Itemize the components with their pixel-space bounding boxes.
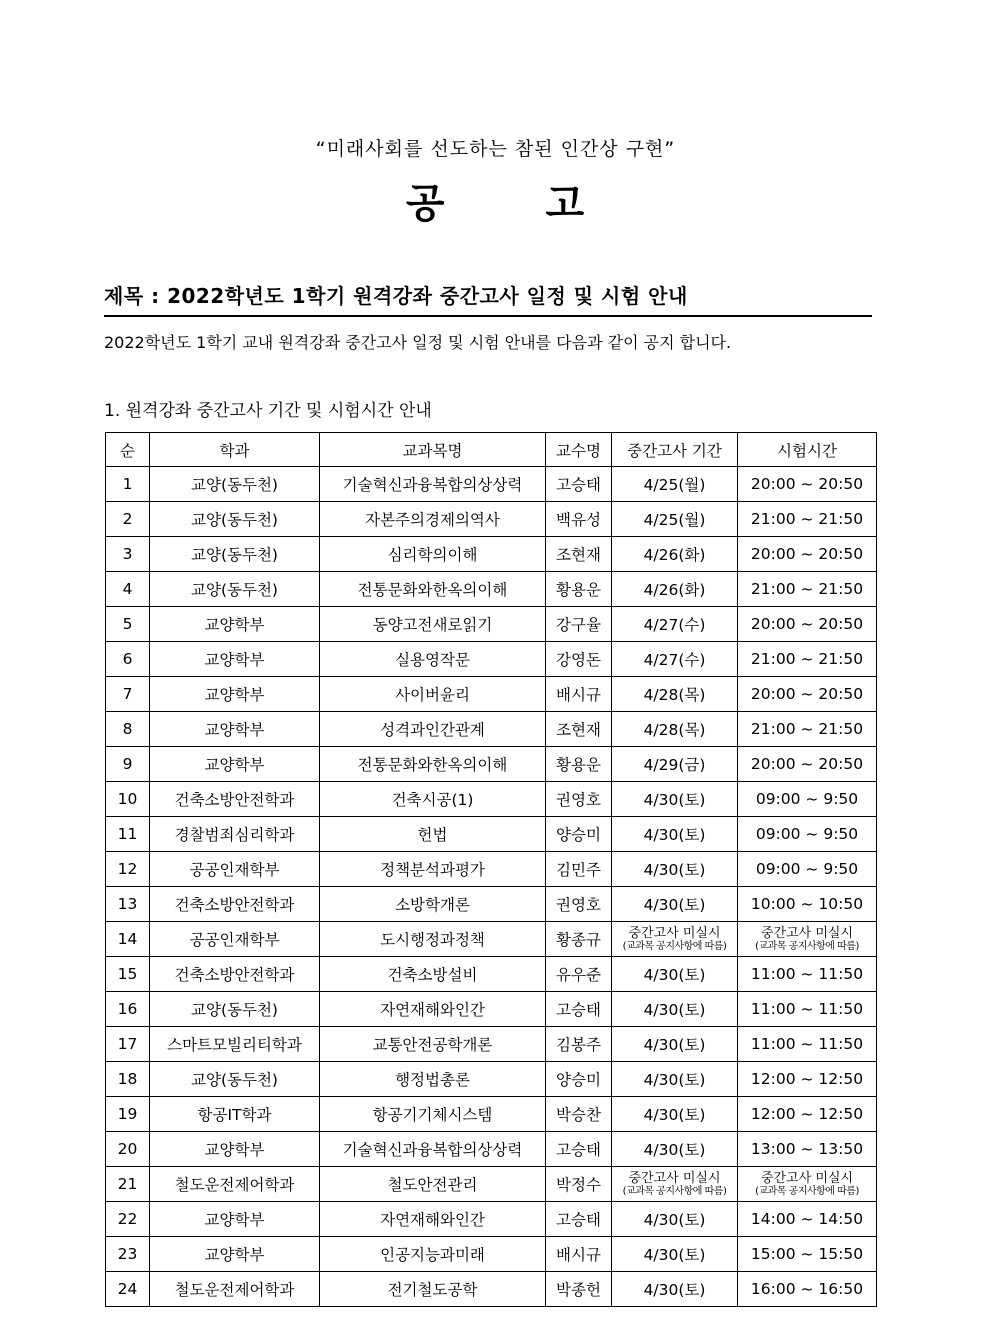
cell-no: 6: [106, 642, 150, 677]
cell-no: 17: [106, 1027, 150, 1062]
cell-course: 항공기기체시스템: [320, 1097, 546, 1132]
cell-time: [738, 922, 877, 957]
table-row: [106, 1027, 877, 1062]
table-row: [106, 922, 877, 957]
exam-note-text: (교과목 공지사항에 따름): [755, 940, 859, 952]
cell-dept: 교양학부: [150, 712, 320, 747]
cell-prof: 박종헌: [546, 1272, 612, 1307]
cell-date: 4/27(수): [612, 607, 738, 642]
cell-time: 21:00 ~ 21:50: [738, 642, 877, 677]
table-row: [106, 817, 877, 852]
cell-date: 4/29(금): [612, 747, 738, 782]
cell-prof: 박정수: [546, 1167, 612, 1202]
cell-time: 20:00 ~ 20:50: [738, 747, 877, 782]
cell-course: 심리학의이해: [320, 537, 546, 572]
cell-date: 4/30(토): [612, 1027, 738, 1062]
cell-course: 사이버윤리: [320, 677, 546, 712]
cell-time: 16:00 ~ 16:50: [738, 1272, 877, 1307]
cell-date: 4/30(토): [612, 1132, 738, 1167]
cell-prof: 조현재: [546, 712, 612, 747]
header-prof: 교수명: [546, 433, 612, 467]
cell-prof: 황용운: [546, 747, 612, 782]
table-row: [106, 1202, 877, 1237]
cell-course: 자연재해와인간: [320, 992, 546, 1027]
section-title: 1. 원격강좌 중간고사 기간 및 시험시간 안내: [104, 401, 432, 421]
header-time: 시험시간: [738, 433, 877, 467]
table-row: [106, 1272, 877, 1307]
cell-prof: 강영돈: [546, 642, 612, 677]
cell-no: 19: [106, 1097, 150, 1132]
cell-dept: 철도운전제어학과: [150, 1167, 320, 1202]
cell-course: 전통문화와한옥의이해: [320, 747, 546, 782]
cell-date: 4/30(토): [612, 1062, 738, 1097]
table-row: [106, 957, 877, 992]
cell-no: 9: [106, 747, 150, 782]
cell-date: 4/30(토): [612, 817, 738, 852]
heading-char-2: 고: [545, 181, 586, 227]
cell-prof: 양승미: [546, 817, 612, 852]
cell-dept: 교양(동두천): [150, 992, 320, 1027]
table-row: [106, 677, 877, 712]
table-row: [106, 537, 877, 572]
cell-no: 14: [106, 922, 150, 957]
cell-prof: 김봉주: [546, 1027, 612, 1062]
cell-no: 23: [106, 1237, 150, 1272]
heading-char-1: 공: [405, 181, 446, 227]
cell-course: 행정법총론: [320, 1062, 546, 1097]
table-row: [106, 992, 877, 1027]
table-row: [106, 467, 877, 502]
cell-time: 14:00 ~ 14:50: [738, 1202, 877, 1237]
cell-date: 4/30(토): [612, 852, 738, 887]
cell-course: 전통문화와한옥의이해: [320, 572, 546, 607]
cell-dept: 교양학부: [150, 1132, 320, 1167]
cell-course: 성격과인간관계: [320, 712, 546, 747]
cell-no: 21: [106, 1167, 150, 1202]
table-row: [106, 887, 877, 922]
cell-dept: 교양(동두천): [150, 537, 320, 572]
cell-no: 24: [106, 1272, 150, 1307]
cell-prof: 고승태: [546, 1202, 612, 1237]
cell-dept: 항공IT학과: [150, 1097, 320, 1132]
cell-course: 철도안전관리: [320, 1167, 546, 1202]
cell-no: 1: [106, 467, 150, 502]
cell-prof: 조현재: [546, 537, 612, 572]
cell-no: 18: [106, 1062, 150, 1097]
cell-prof: 배시규: [546, 677, 612, 712]
cell-prof: 황용운: [546, 572, 612, 607]
cell-date: 4/27(수): [612, 642, 738, 677]
table-row: [106, 502, 877, 537]
cell-date: 4/26(화): [612, 537, 738, 572]
table-row: [106, 1132, 877, 1167]
cell-course: 건축시공(1): [320, 782, 546, 817]
cell-no: 10: [106, 782, 150, 817]
cell-dept: 교양학부: [150, 607, 320, 642]
cell-course: 전기철도공학: [320, 1272, 546, 1307]
table-row: [106, 642, 877, 677]
cell-dept: 교양(동두천): [150, 467, 320, 502]
cell-date: 4/28(목): [612, 712, 738, 747]
cell-date: 4/25(월): [612, 467, 738, 502]
cell-time: 09:00 ~ 9:50: [738, 852, 877, 887]
exam-schedule-table: [105, 432, 877, 1307]
cell-dept: 건축소방안전학과: [150, 782, 320, 817]
table-row: [106, 712, 877, 747]
cell-time: 10:00 ~ 10:50: [738, 887, 877, 922]
header-dept: 학과: [150, 433, 320, 467]
cell-time: 11:00 ~ 11:50: [738, 1027, 877, 1062]
cell-date: 4/30(토): [612, 887, 738, 922]
cell-date: 4/30(토): [612, 1237, 738, 1272]
cell-time: 20:00 ~ 20:50: [738, 467, 877, 502]
cell-no: 13: [106, 887, 150, 922]
exam-not-held-text: 중간고사 미실시: [760, 1170, 854, 1186]
cell-no: 12: [106, 852, 150, 887]
cell-time: 20:00 ~ 20:50: [738, 607, 877, 642]
exam-not-held-text: 중간고사 미실시: [628, 1170, 721, 1186]
notice-subject: 제목 : 2022학년도 1학기 원격강좌 중간고사 일정 및 시험 안내: [104, 280, 872, 317]
cell-dept: 건축소방안전학과: [150, 957, 320, 992]
header-no: 순: [106, 433, 150, 467]
cell-course: 동양고전새로읽기: [320, 607, 546, 642]
cell-time: 15:00 ~ 15:50: [738, 1237, 877, 1272]
table-row: [106, 1167, 877, 1202]
cell-time: 11:00 ~ 11:50: [738, 957, 877, 992]
table-row: [106, 607, 877, 642]
cell-course: 인공지능과미래: [320, 1237, 546, 1272]
cell-no: 7: [106, 677, 150, 712]
cell-time: 09:00 ~ 9:50: [738, 817, 877, 852]
cell-dept: 스마트모빌리티학과: [150, 1027, 320, 1062]
cell-prof: 양승미: [546, 1062, 612, 1097]
table-body: [106, 467, 877, 1307]
cell-date: 4/28(목): [612, 677, 738, 712]
cell-prof: 권영호: [546, 887, 612, 922]
exam-not-held-text: 중간고사 미실시: [628, 925, 721, 941]
cell-date: 4/30(토): [612, 1202, 738, 1237]
exam-not-held-text: 중간고사 미실시: [760, 925, 854, 941]
cell-dept: 공공인재학부: [150, 922, 320, 957]
table-row: [106, 852, 877, 887]
cell-date: [612, 922, 738, 957]
cell-time: 11:00 ~ 11:50: [738, 992, 877, 1027]
exam-note-text: (교과목 공지사항에 따름): [755, 1185, 859, 1197]
header-date: 중간고사 기간: [612, 433, 738, 467]
cell-prof: 고승태: [546, 467, 612, 502]
cell-prof: 고승태: [546, 1132, 612, 1167]
cell-no: 16: [106, 992, 150, 1027]
cell-dept: 교양학부: [150, 677, 320, 712]
cell-no: 15: [106, 957, 150, 992]
motto: “미래사회를 선도하는 참된 인간상 구현”: [315, 138, 676, 160]
cell-course: 소방학개론: [320, 887, 546, 922]
table-row: [106, 572, 877, 607]
cell-time: 12:00 ~ 12:50: [738, 1097, 877, 1132]
cell-dept: 교양(동두천): [150, 572, 320, 607]
cell-no: 11: [106, 817, 150, 852]
cell-course: 자연재해와인간: [320, 1202, 546, 1237]
cell-no: 5: [106, 607, 150, 642]
header-course: 교과목명: [320, 433, 546, 467]
cell-no: 2: [106, 502, 150, 537]
cell-course: 자본주의경제의역사: [320, 502, 546, 537]
cell-time: 21:00 ~ 21:50: [738, 502, 877, 537]
intro-text: 2022학년도 1학기 교내 원격강좌 중간고사 일정 및 시험 안내를 다음과 같이 공지 합니다.: [104, 333, 732, 352]
cell-date: 4/26(화): [612, 572, 738, 607]
cell-prof: 배시규: [546, 1237, 612, 1272]
cell-date: 4/30(토): [612, 1097, 738, 1132]
cell-course: 건축소방설비: [320, 957, 546, 992]
cell-time: 12:00 ~ 12:50: [738, 1062, 877, 1097]
cell-time: 21:00 ~ 21:50: [738, 572, 877, 607]
cell-dept: 교양학부: [150, 642, 320, 677]
cell-dept: 교양학부: [150, 1237, 320, 1272]
cell-prof: 고승태: [546, 992, 612, 1027]
cell-dept: 교양(동두천): [150, 502, 320, 537]
cell-dept: 교양학부: [150, 1202, 320, 1237]
cell-prof: 강구율: [546, 607, 612, 642]
cell-course: 정책분석과평가: [320, 852, 546, 887]
exam-note-text: (교과목 공지사항에 따름): [622, 940, 727, 952]
cell-course: 실용영작문: [320, 642, 546, 677]
cell-dept: 공공인재학부: [150, 852, 320, 887]
cell-dept: 경찰범죄심리학과: [150, 817, 320, 852]
cell-time: 21:00 ~ 21:50: [738, 712, 877, 747]
cell-no: 8: [106, 712, 150, 747]
cell-no: 4: [106, 572, 150, 607]
cell-date: 4/30(토): [612, 957, 738, 992]
cell-dept: 교양학부: [150, 747, 320, 782]
cell-no: 3: [106, 537, 150, 572]
cell-course: 기술혁신과융복합의상상력: [320, 467, 546, 502]
cell-no: 20: [106, 1132, 150, 1167]
table-row: [106, 1097, 877, 1132]
cell-prof: 백유성: [546, 502, 612, 537]
cell-dept: 건축소방안전학과: [150, 887, 320, 922]
cell-date: [612, 1167, 738, 1202]
cell-time: 20:00 ~ 20:50: [738, 677, 877, 712]
cell-prof: 김민주: [546, 852, 612, 887]
table-row: [106, 1062, 877, 1097]
table-row: [106, 747, 877, 782]
cell-time: [738, 1167, 877, 1202]
exam-note-text: (교과목 공지사항에 따름): [622, 1185, 727, 1197]
cell-prof: 황종규: [546, 922, 612, 957]
cell-time: 20:00 ~ 20:50: [738, 537, 877, 572]
table-row: [106, 1237, 877, 1272]
cell-date: 4/30(토): [612, 1272, 738, 1307]
table-row: [106, 782, 877, 817]
cell-time: 09:00 ~ 9:50: [738, 782, 877, 817]
cell-course: 기술혁신과융복합의상상력: [320, 1132, 546, 1167]
notice-heading: [0, 172, 991, 229]
cell-dept: 교양(동두천): [150, 1062, 320, 1097]
cell-time: 13:00 ~ 13:50: [738, 1132, 877, 1167]
cell-no: 22: [106, 1202, 150, 1237]
cell-course: 교통안전공학개론: [320, 1027, 546, 1062]
cell-date: 4/30(토): [612, 992, 738, 1027]
cell-dept: 철도운전제어학과: [150, 1272, 320, 1307]
cell-prof: 박승찬: [546, 1097, 612, 1132]
cell-course: 헌법: [320, 817, 546, 852]
cell-prof: 유우준: [546, 957, 612, 992]
cell-course: 도시행정과정책: [320, 922, 546, 957]
cell-prof: 권영호: [546, 782, 612, 817]
cell-date: 4/30(토): [612, 782, 738, 817]
cell-date: 4/25(월): [612, 502, 738, 537]
table-header-row: [106, 433, 877, 467]
